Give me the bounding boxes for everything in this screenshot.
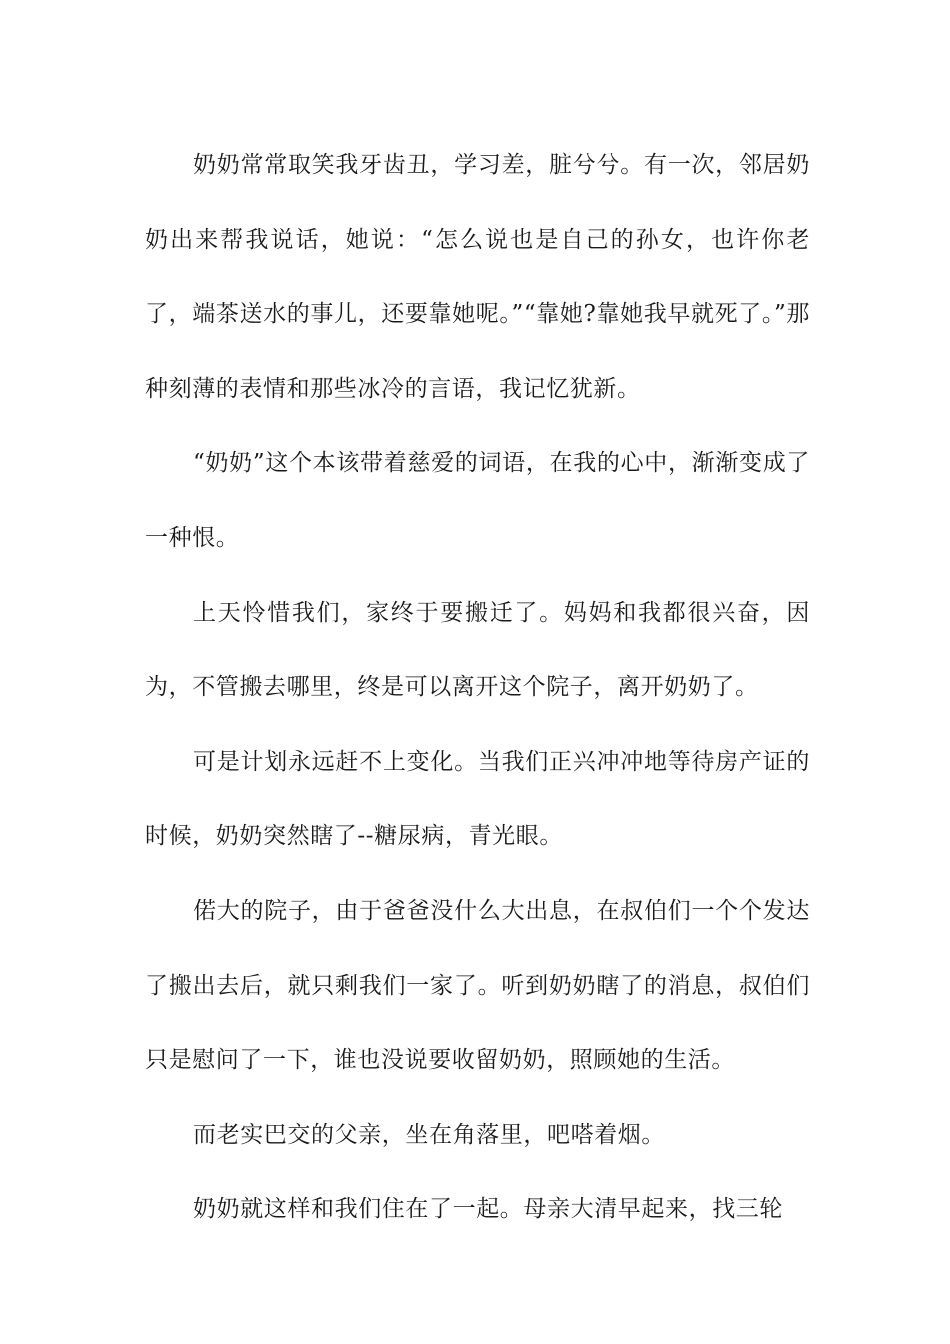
paragraph-2: “奶奶”这个本该带着慈爱的词语，在我的心中，渐渐变成了一种恨。 xyxy=(145,450,810,551)
paragraph-5: 偌大的院子，由于爸爸没什么大出息，在叔伯们一个个发达了搬出去后，就只剩我们一家了。听到奶奶瞎了的消息，叔伯们只是慰问了一下，谁也没说要收留奶奶，照顾她的生活。 xyxy=(145,897,810,1074)
paragraph-4: 可是计划永远赶不上变化。当我们正兴冲冲地等待房产证的时候，奶奶突然瞎了--糖尿病，青光眼。 xyxy=(145,748,810,850)
body-text xyxy=(145,128,810,1247)
paragraph-7: 奶奶就这样和我们住在了一起。母亲大清早起来，找三轮 xyxy=(193,1196,783,1223)
paragraph-6: 而老实巴交的父亲，坐在角落里，吧嗒着烟。 xyxy=(193,1121,665,1148)
paragraph-1: 奶奶常常取笑我牙齿丑，学习差，脏兮兮。有一次，邻居奶奶出来帮我说话，她说：“怎么说也是自己的孙女，也许你老了，端茶送水的事儿，还要靠她呢。”“靠她?靠她我早就死了。”那种刻薄的表情和那些冰冷的言语，我记忆犹新。 xyxy=(145,152,810,402)
paragraph-3: 上天怜惜我们，家终于要搬迁了。妈妈和我都很兴奋，因为，不管搬去哪里，终是可以离开这个院子，离开奶奶了。 xyxy=(145,599,810,701)
